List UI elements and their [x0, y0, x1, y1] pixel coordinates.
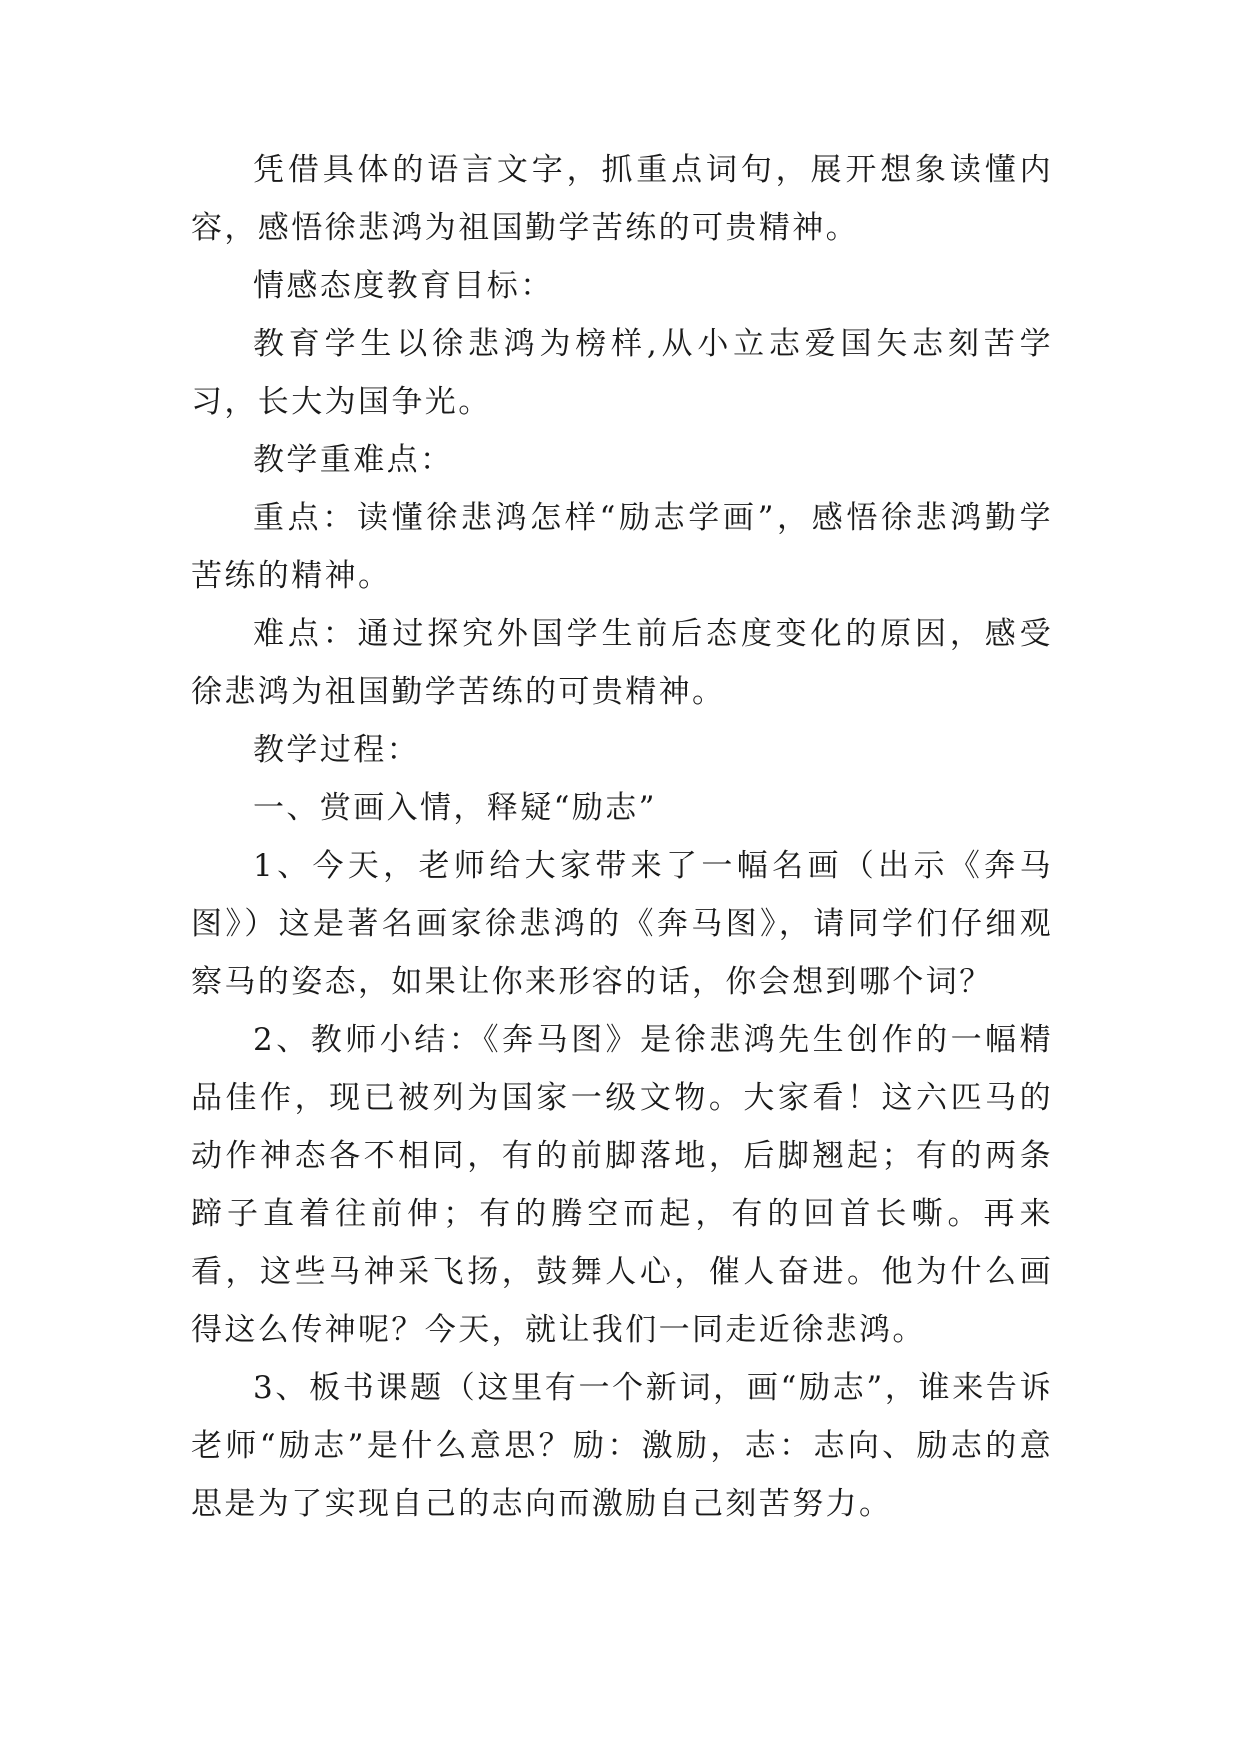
- paragraph-step-one: 1、今天，老师给大家带来了一幅名画（出示《奔马图》）这是著名画家徐悲鸿的《奔马图》，请同学们仔细观察马的姿态，如果让你来形容的话，你会想到哪个词？: [191, 848, 1053, 1000]
- heading-emotional-goals: 情感态度教育目标：: [253, 268, 554, 304]
- paragraph-key-point: 重点：读懂徐悲鸿怎样“励志学画”，感悟徐悲鸿勤学苦练的精神。: [191, 500, 1053, 594]
- heading-section-one: 一、赏画入情，释疑“励志”: [253, 790, 657, 826]
- paragraph-step-three: 3、板书课题（这里有一个新词，画“励志”，谁来告诉老师“励志”是什么意思？励：激励，志：志向、励志的意思是为了实现自己的志向而激励自己刻苦努力。: [191, 1370, 1053, 1522]
- paragraph-step-two: 2、教师小结：《奔马图》是徐悲鸿先生创作的一幅精品佳作，现已被列为国家一级文物。大家看！这六匹马的动作神态各不相同，有的前脚落地，后脚翘起；有的两条蹄子直着往前伸；有的腾空而起，有的回首长嘶。再来看，这些马神采飞扬，鼓舞人心，催人奋进。他为什么画得这么传神呢？今天，就让我们一同走近徐悲鸿。: [191, 1022, 1053, 1348]
- paragraph-emotional-goals: 教育学生以徐悲鸿为榜样,从小立志爱国矢志刻苦学习，长大为国争光。: [191, 326, 1053, 420]
- heading-key-difficult-points: 教学重难点：: [253, 442, 454, 478]
- paragraph-objective-text: 凭借具体的语言文字，抓重点词句，展开想象读懂内容，感悟徐悲鸿为祖国勤学苦练的可贵精神。: [191, 152, 1053, 246]
- paragraph-difficult-point: 难点：通过探究外国学生前后态度变化的原因，感受徐悲鸿为祖国勤学苦练的可贵精神。: [191, 616, 1053, 710]
- document-page: [191, 141, 1053, 1533]
- heading-teaching-process: 教学过程：: [253, 732, 420, 768]
